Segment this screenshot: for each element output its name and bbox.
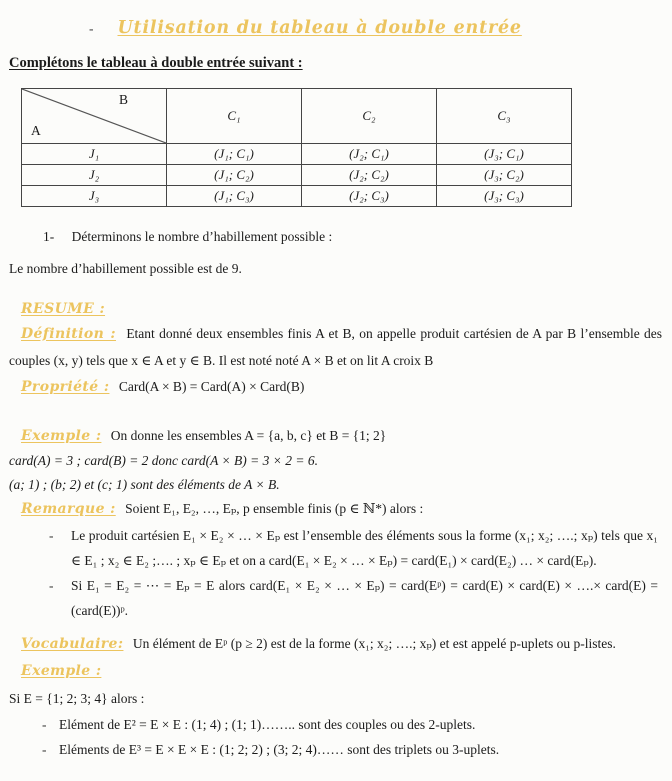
remarque-intro: Soient E₁, E₂, …, Eₚ, p ensemble finis (p ∈ ℕ*) alors : <box>125 501 424 517</box>
col-header-c1: C₁ <box>167 89 302 144</box>
vocabulaire-label: Vocabulaire: <box>21 636 124 653</box>
spacer <box>9 402 662 424</box>
bullet-dash: - <box>49 578 54 594</box>
definition-label: Définition : <box>21 325 116 342</box>
table-header-row <box>22 89 572 144</box>
exemple2-intro: Si E = {1; 2; 3; 4} alors : <box>9 690 145 706</box>
list-item <box>49 524 662 574</box>
table-row <box>22 144 572 165</box>
bullet-dash: - <box>42 716 47 732</box>
diagonal-line-icon <box>22 89 166 143</box>
double-entry-table <box>21 88 572 207</box>
list-item <box>49 574 662 624</box>
col-header-c2: C₂ <box>302 89 437 144</box>
col-header-c3: C₃ <box>437 89 572 144</box>
bullet-text: Elément de E² = E × E : (1; 4) ; (1; 1)…….. sont des couples ou des 2-uplets. <box>59 716 476 732</box>
table-cell: (J₂; C₃) <box>302 186 437 207</box>
title-dash: - <box>89 21 94 36</box>
table-cell: (J₂; C₁) <box>302 144 437 165</box>
bullet-dash: - <box>49 528 54 544</box>
definition-paragraph <box>9 321 662 375</box>
row-label-j3: J₃ <box>22 186 167 207</box>
propriete-label: Propriété : <box>21 379 110 396</box>
section-subtitle: Complétons le tableau à double entrée suivant : <box>9 55 303 71</box>
exemple1-paragraph <box>9 424 662 449</box>
table-cell: (J₁; C₃) <box>167 186 302 207</box>
question-item <box>43 229 662 245</box>
resume-heading <box>21 301 662 318</box>
table-cell: (J₃; C₂) <box>437 165 572 186</box>
exemple2-bullet-list <box>42 713 662 763</box>
table-cell: (J₃; C₁) <box>437 144 572 165</box>
subtitle-row <box>9 38 662 72</box>
bullet-text: Si E₁ = E₂ = ⋯ = Eₚ = E alors card(E₁ × E₂ × … × Eₚ) = card(Eᵖ) = card(E) × card(E) × ….× card(E) = (card(E))ᵖ. <box>71 578 658 619</box>
corner-col-label: B <box>118 92 128 107</box>
bullet-text: Eléments de E³ = E × E × E : (1; 2; 2) ; (3; 2; 4)…… sont des triplets ou 3-uplets. <box>59 741 500 757</box>
table-cell: (J₁; C₂) <box>167 165 302 186</box>
table-cell: (J₁; C₁) <box>167 144 302 165</box>
remarque-label: Remarque : <box>21 501 116 518</box>
remarque-paragraph <box>9 497 662 522</box>
bullet-dash: - <box>42 741 47 757</box>
list-item <box>42 713 662 738</box>
exemple1-line2: card(A) = 3 ; card(B) = 2 donc card(A × B) = 3 × 2 = 6. <box>9 452 318 468</box>
vocabulaire-text: Un élément de Eᵖ (p ≥ 2) est de la forme (x₁; x₂; ….; xₚ) et est appelé p-uplets ou p-listes. <box>132 636 616 652</box>
answer-text: Le nombre d’habillement possible est de 9. <box>9 261 242 276</box>
exemple1-line3: (a; 1) ; (b; 2) et (c; 1) sont des éléments de A × B. <box>9 476 280 492</box>
exemple2-label: Exemple : <box>21 662 102 679</box>
row-label-j1: J₁ <box>22 144 167 165</box>
resume-label: RESUME : <box>21 300 106 317</box>
exemple1-intro: On donne les ensembles A = {a, b, c} et B = {1; 2} <box>110 427 387 443</box>
question-text: Déterminons le nombre d’habillement possible : <box>71 229 333 244</box>
row-label-j2: J₂ <box>22 165 167 186</box>
list-item <box>42 738 662 763</box>
title-row <box>89 18 662 38</box>
corner-row-label: A <box>31 123 41 138</box>
remarque-bullet-list <box>49 524 662 624</box>
table-cell: (J₂; C₂) <box>302 165 437 186</box>
corner-cell <box>22 89 167 144</box>
exemple1-label: Exemple : <box>21 427 102 444</box>
propriete-paragraph <box>9 374 662 401</box>
table-row <box>22 165 572 186</box>
exemple2-heading <box>21 663 662 680</box>
vocabulaire-paragraph <box>9 631 662 658</box>
bullet-text: Le produit cartésien E₁ × E₂ × … × Eₚ est l’ensemble des éléments sous la forme (x₁; x₂; ….; xₚ) tels que x₁ ∈ E₁ ; x₂ ∈ E₂ ;…. ; xₚ ∈ Eₚ et on a card(E₁ × E₂ × … × Eₚ) = card(E₁) × card(E₂) … × card(Eₚ). <box>71 528 658 569</box>
table-row <box>22 186 572 207</box>
question-marker: 1- <box>43 229 55 244</box>
page-title: Utilisation du tableau à double entrée <box>117 18 522 38</box>
propriete-formula: Card(A × B) = Card(A) × Card(B) <box>118 379 305 395</box>
definition-text: Etant donné deux ensembles finis A et B, on appelle produit cartésien de A par B l’ensemble des couples (x, y) tels que x ∈ A et y ∈ B. Il est noté noté A × B et on lit A croix B <box>9 325 663 368</box>
table-cell: (J₃; C₃) <box>437 186 572 207</box>
